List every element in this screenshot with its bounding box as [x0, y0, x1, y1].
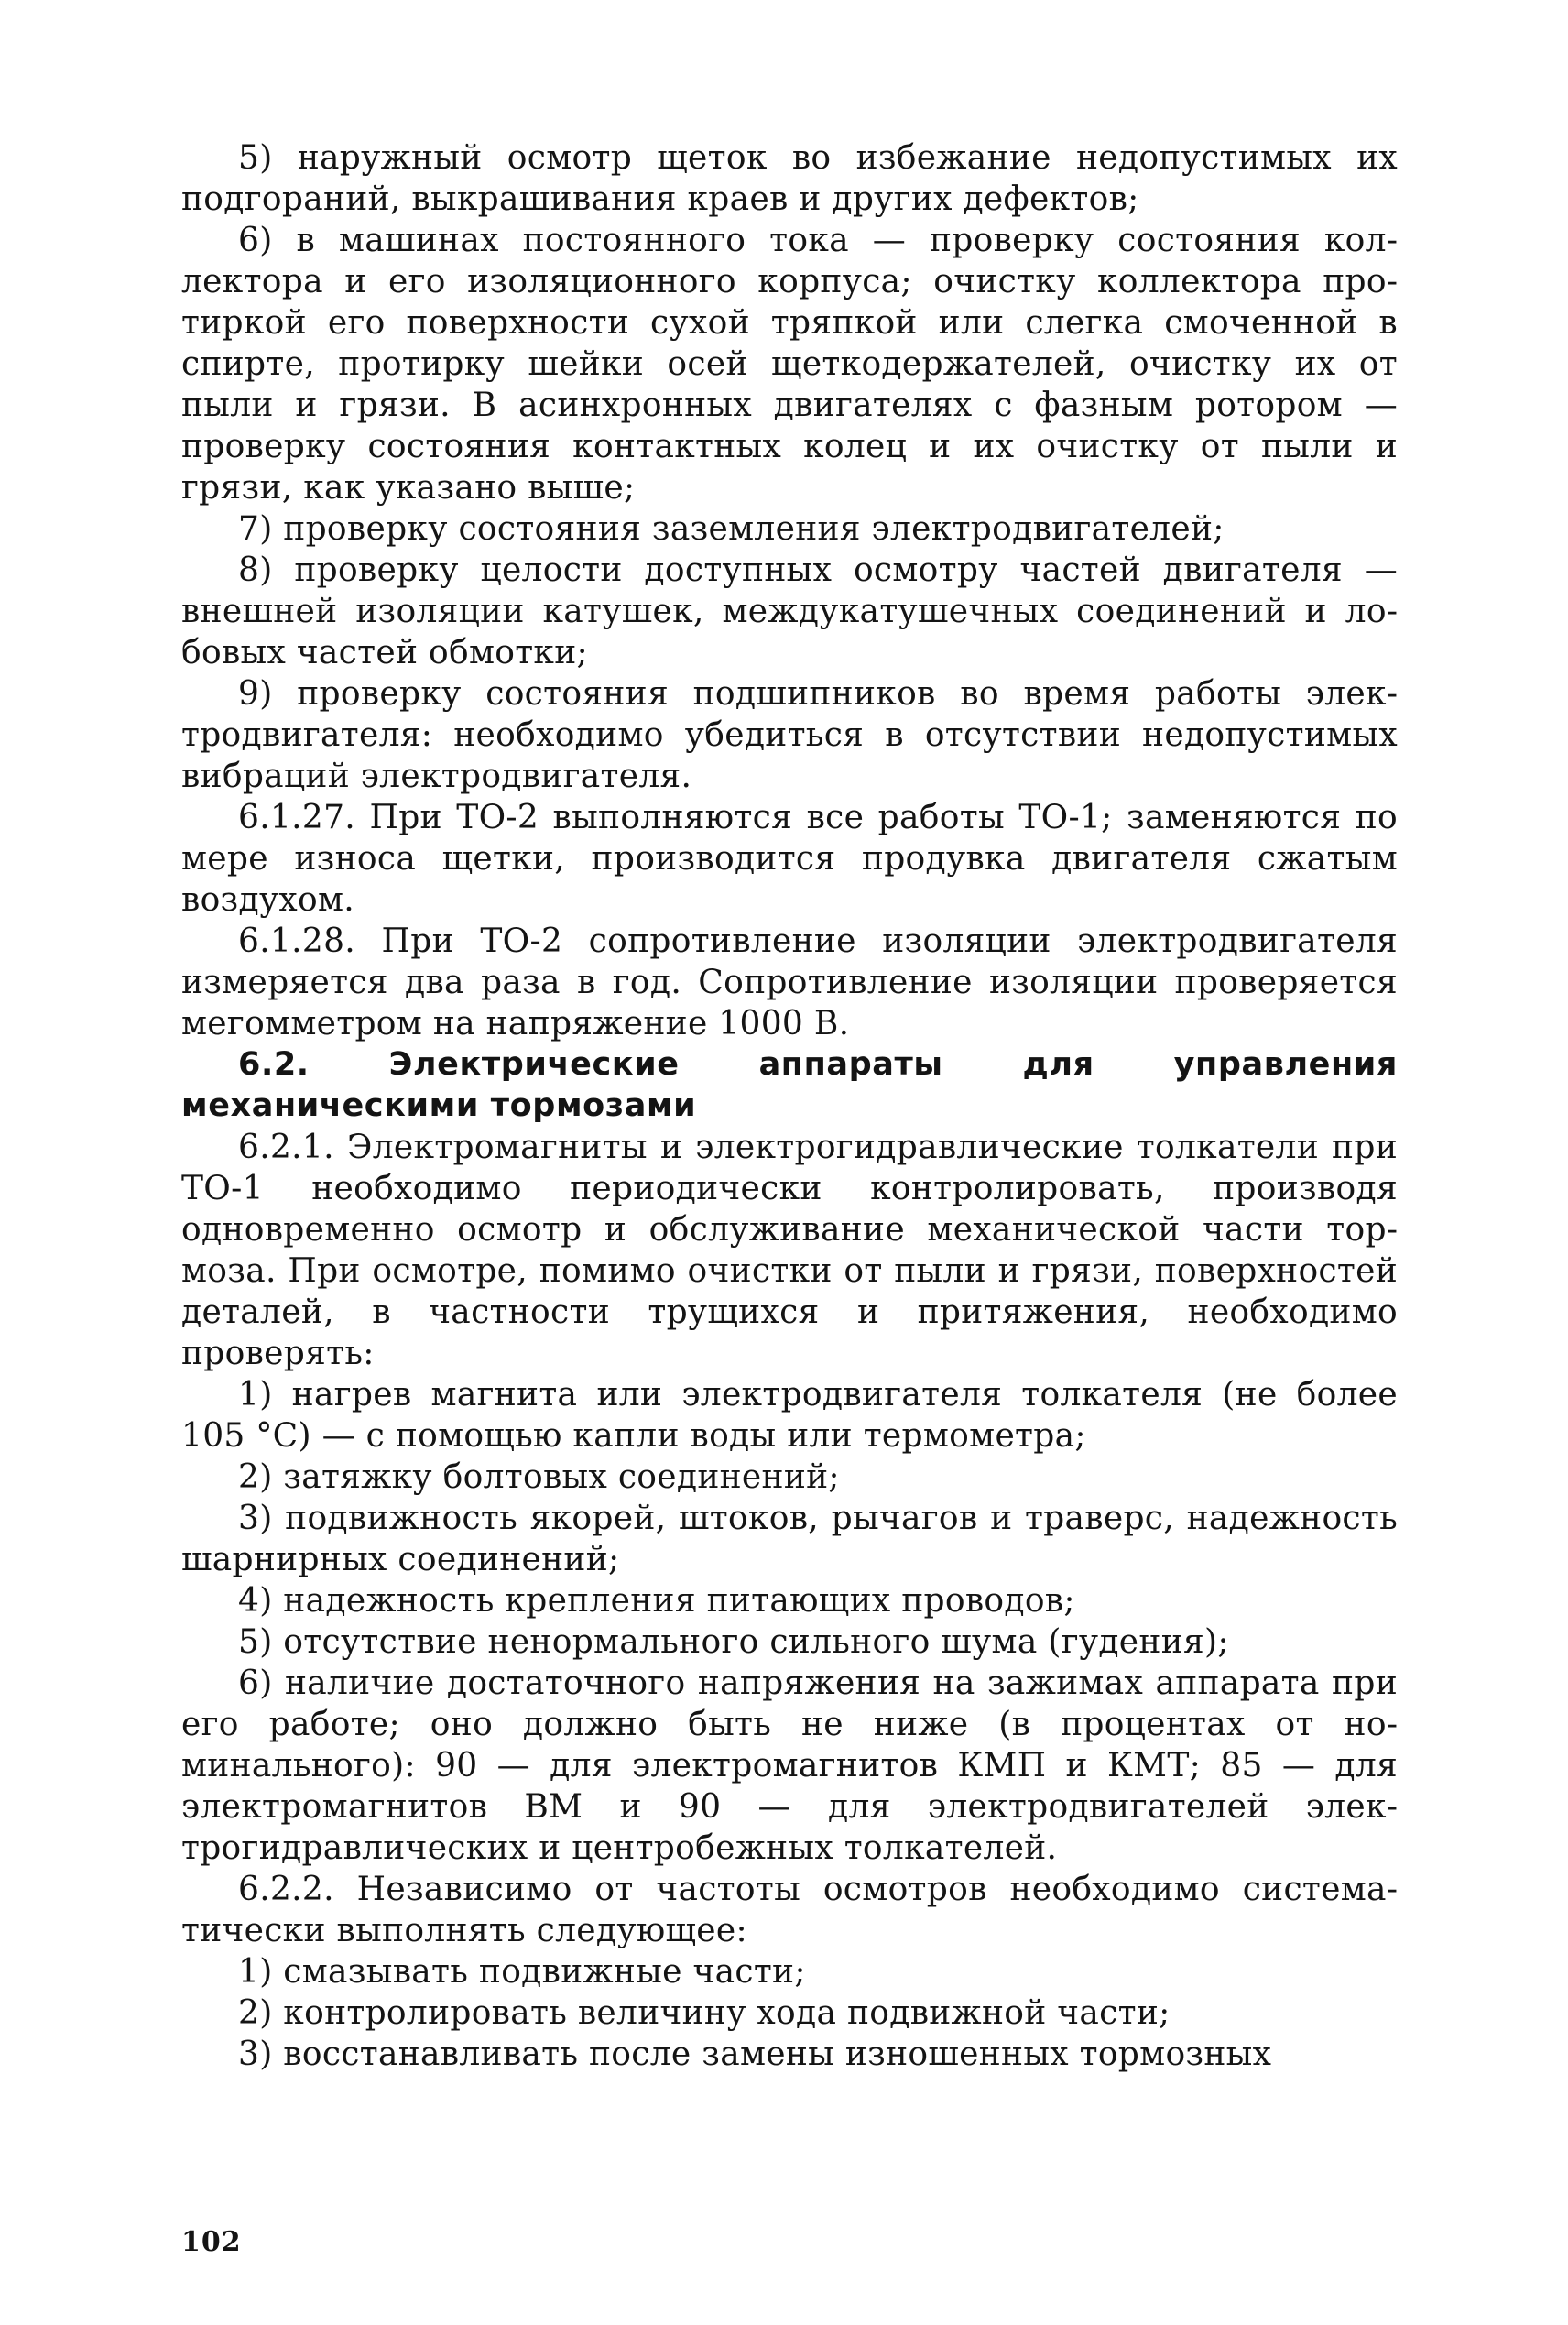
list-item-5-noise: 5) отсутствие ненормального сильного шума (гудения); — [238, 1623, 1229, 1661]
list-item-3-restore: 3) восстанавливать после замены изношенных тормозных — [238, 2036, 1272, 2073]
list-item-2-stroke: 2) контролировать величину хода подвижной части; — [238, 1994, 1171, 2032]
paragraph-item-5-brushes: 5) наружный осмотр щеток во избежание недопустимых их подгораний, выкрашивания краев и других дефектов; — [181, 139, 1398, 218]
list-item-1-heating: 1) нагрев магнита или электродвигателя толкателя (не более 105 °С) — с помощью капли воды или термометра; — [181, 1376, 1398, 1455]
paragraph-item-9-bearings: 9) проверку состояния подшипников во время работы электродвигателя: необходимо убедиться в отсутствии недопустимых вибраций электродвигателя. — [181, 675, 1398, 795]
list-item-2-bolts: 2) затяжку болтовых соединений; — [238, 1458, 840, 1496]
paragraph-6-2-1: 6.2.1. Электромагниты и электрогидравлические толкатели при ТО-1 необходимо периодически контролировать, производя одновременно осмотр и обслуживание механической части тормоза. При осмотре, помимо очистки от пыли и грязи, поверхностей деталей, в частности трущихся и притяжения, необходимо проверять: — [181, 1129, 1398, 1372]
list-item-3-mobility: 3) подвижность якорей, штоков, рычагов и траверс, надежность шарнирных соединений; — [181, 1500, 1398, 1578]
list-item-4-wires: 4) надежность крепления питающих проводов; — [238, 1582, 1075, 1620]
paragraph-6-1-27: 6.1.27. При ТО-2 выполняются все работы ТО-1; заменяются по мере износа щетки, производится продувка двигателя сжатым воздухом. — [181, 799, 1398, 919]
list-item-6-voltage: 6) наличие достаточного напряжения на зажимах аппарата при его работе; оно должно быть не ниже (в процентах от номинального): 90 — для электромагнитов КМП и КМТ; 85 — для электромагнитов ВМ и 90 — для электродвигателей электрогидравлических и центробежных толкателей. — [181, 1665, 1398, 1867]
paragraph-item-7-grounding: 7) проверку состояния заземления электродвигателей; — [238, 510, 1225, 548]
section-heading-6-2: 6.2. Электрические аппараты для управления механическими тормозами — [181, 1046, 1398, 1124]
paragraph-6-1-28: 6.1.28. При ТО-2 сопротивление изоляции электродвигателя измеряется два раза в год. Сопротивление изоляции проверяется мегомметром на напряжение 1000 В. — [181, 922, 1398, 1042]
page-body — [181, 137, 1398, 2075]
paragraph-6-2-2: 6.2.2. Независимо от частоты осмотров необходимо систематически выполнять следующее: — [181, 1871, 1398, 1949]
page-number: 102 — [181, 2226, 242, 2258]
paragraph-item-6-dc-machines: 6) в машинах постоянного тока — проверку состояния коллектора и его изоляционного корпуса; очистку коллектора протиркой его поверхности сухой тряпкой или слегка смоченной в спирте, протирку шейки осей щеткодержателей, очистку их от пыли и грязи. В асинхронных двигателях с фазным ротором — проверку состояния контактных колец и их очистку от пыли и грязи, как указано выше; — [181, 222, 1398, 507]
paragraph-item-8-integrity: 8) проверку целости доступных осмотру частей двигателя — внешней изоляции катушек, междукатушечных соединений и лобовых частей обмотки; — [181, 551, 1398, 671]
list-item-1-lubricate: 1) смазывать подвижные части; — [238, 1953, 806, 1991]
